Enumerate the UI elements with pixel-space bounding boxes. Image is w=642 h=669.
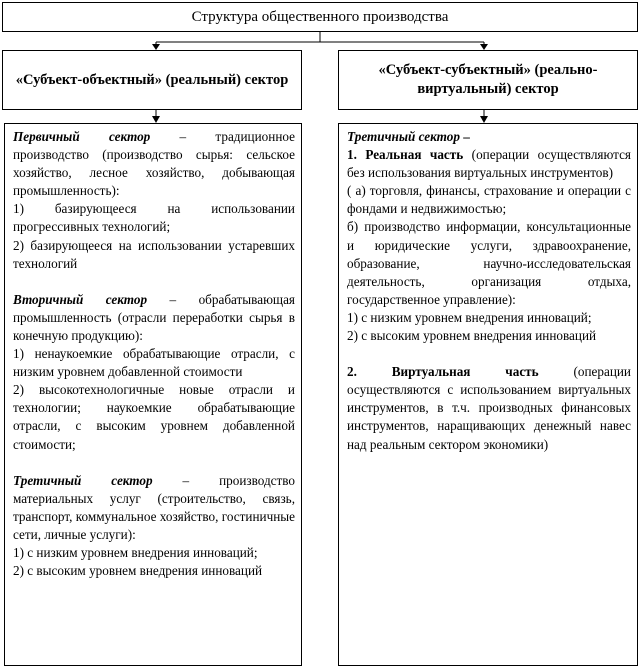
right-sector-title: «Субъект-субъектный» (реально-виртуальный) сектор: [378, 62, 598, 97]
secondary-sector-heading: Вторичный сектор: [13, 291, 148, 307]
secondary-item: 1) ненаукоемкие обрабатывающие отрасли, с низким уровнем добавленной стоимости: [13, 346, 295, 380]
arrowhead-left-detail: [152, 116, 160, 123]
diagram-title: [2, 2, 638, 32]
right-tertiary-heading-dash: –: [459, 129, 470, 144]
real-part-description: [347, 146, 631, 182]
right-sector-details: [338, 123, 638, 666]
tertiary-sector-description: [13, 472, 295, 544]
virtual-part-text: (операции осуществляются с использованием виртуальных инструментов, в т.ч. производных финансовых инструментов, наращивающих денежный навес над реальным сектором экономики): [347, 364, 631, 452]
tertiary-sector-text: – производство материальных услуг (строительство, связь, транспорт, коммунальное хозяйство, гостиничные сети, личные услуги):: [13, 472, 296, 542]
left-sector-title: «Субъект-объектный» (реальный) сектор: [15, 71, 289, 88]
tertiary-item: 2) с высоким уровнем внедрения инноваций: [13, 563, 263, 579]
spacer: [13, 273, 295, 291]
tertiary-item: 1) с низким уровнем внедрения инноваций;: [13, 544, 258, 560]
primary-sector-heading: Первичный сектор: [13, 129, 151, 144]
arrowhead-right-detail: [480, 116, 488, 123]
spacer: [13, 454, 295, 472]
real-part-item: б) производство информации, консультационные и юридические услуги, здравоохранение, образование, научно-исследовательская деятельность, организация отдыха, государственное управление):: [347, 219, 631, 307]
spacer: [347, 345, 631, 363]
primary-sector-description: [13, 128, 295, 200]
right-tertiary-heading: Третичный сектор: [347, 129, 460, 144]
real-part-item: ( а) торговля, финансы, страхование и операции с фондами и недвижимостью;: [347, 183, 631, 217]
primary-item: 2) базирующееся на использовании устаревших технологий: [13, 237, 295, 271]
real-part-item: 1) с низким уровнем внедрения инноваций;: [347, 309, 592, 325]
left-sector-details: [4, 123, 302, 666]
secondary-item: 2) высокотехнологичные новые отрасли и технологии; наукоемкие обрабатывающие отрасли, с высоким уровнем добавленной стоимости;: [13, 382, 295, 452]
tertiary-sector-heading: Третичный сектор: [13, 472, 153, 488]
real-part-label: 1. Реальная часть: [347, 147, 464, 163]
secondary-sector-text: – обрабатывающая промышленность (отрасли переработки сырья в конечную продукцию):: [13, 291, 295, 343]
virtual-part-description: [347, 363, 631, 453]
primary-item: 1) базирующееся на использовании прогрессивных технологий;: [13, 201, 295, 235]
secondary-sector-description: [13, 291, 295, 345]
left-sector-header: [2, 50, 302, 110]
virtual-part-label: 2. Виртуальная часть: [347, 364, 539, 380]
primary-sector-text: – традиционное производство (производство сырья: сельское хозяйство, лесное хозяйство, добывающая промышленность):: [13, 129, 295, 199]
real-part-item: 2) с высоким уровнем внедрения инноваций: [347, 328, 597, 344]
right-sector-header: [338, 50, 638, 110]
real-part-text: (операции осуществляются без использования виртуальных инструментов): [347, 147, 632, 181]
diagram-title-text: Структура общественного производства: [191, 8, 449, 25]
right-tertiary-heading-line: [347, 128, 631, 146]
